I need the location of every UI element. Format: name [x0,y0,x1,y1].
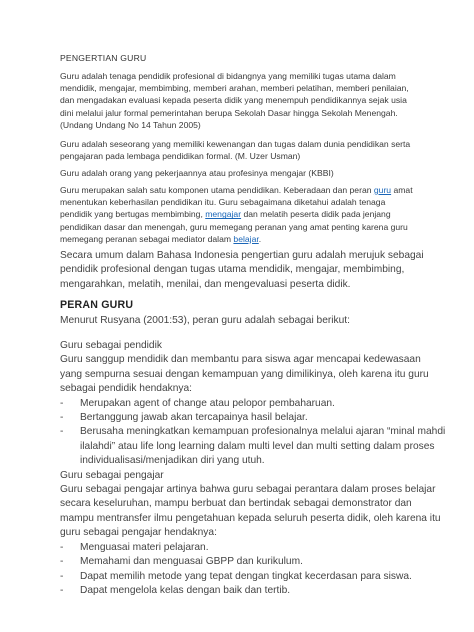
text-line [60,184,460,196]
text-line: yang sempurna sesuai dengan kemampuan yang dimilikinya, oleh karena itu guru [60,368,429,380]
text-line: Menurut Rusyana (2001:53), peran guru adalah sebagai berikut: [60,315,350,326]
bullet-dash: - [60,541,64,553]
paragraph-komponen-utama [60,184,460,245]
text-span: pendidik yang bertugas membimbing, [60,209,206,220]
text-line: dan mengadakan evaluasi kepada peserta didik yang menempuh pendidikannya sejak usia [60,95,407,106]
text-line [60,208,460,220]
text-line: guru sebagai pengajar hendaknya: [60,527,217,539]
text-line: Guru sebagai pengajar artinya bahwa guru sebagai perantara dalam proses belajar [60,484,436,496]
text-line: dini melalui jalur formal pemerintahan berupa Sekolah Dasar hingga Sekolah Menengah. [60,107,398,118]
text-span: memegang peranan sebagai mediator dalam [60,233,234,244]
list-item [60,584,460,598]
text-line: (Undang Undang No 14 Tahun 2005) [60,119,201,130]
list-item-text: Dapat mengelola kelas dengan baik dan tertib. [80,584,291,596]
list-item [60,555,460,569]
text-line: ilalahdi” atau life long learning dalam multi level dan multi setting dalam proses [80,440,435,452]
paragraph-uzer-usman [60,138,460,162]
list-item-text: Dapat memilih metode yang tepat dengan tingkat kecerdasan para siswa. [80,570,412,582]
link-mengajar[interactable]: mengajar [205,209,242,220]
list-item [60,411,460,425]
bullet-dash: - [60,412,64,424]
section-title-peran: PERAN GURU [60,299,134,311]
bullet-dash: - [60,584,64,596]
bullet-dash: - [60,426,64,438]
text-line: secara keseluruhan, mampu berbuat dan bertindak sebagai demonstrator dan [60,498,412,510]
bullet-dash: - [60,570,64,582]
text-line: pengajaran pada lembaga pendidikan formal. (M. Uzer Usman) [60,151,301,162]
text-line: Guru adalah orang yang pekerjaannya atau profesinya mengajar (KBBI) [60,168,334,178]
list-item-text: Bertanggung jawab akan tercapainya hasil belajar. [80,412,308,424]
link-belajar[interactable]: belajar [233,233,259,244]
text-line [60,233,460,245]
paragraph-rusyana [60,314,460,328]
list-item [60,397,460,411]
list-item-text: Berusaha meningkatkan kemampuan profesionalnya melalui ajaran “minal mahdi [80,426,446,438]
text-line: sebagai pendidik hendaknya: [60,383,192,395]
text-line: mampu mentransfer ilmu pengetahuan kepada seluruh peserta didik, oleh karena itu [60,512,441,524]
text-span: dan melatih peserta didik pada jenjang [241,209,391,220]
list-item-text: Menguasai materi pelajaran. [80,541,209,553]
paragraph-secara-umum [60,249,460,292]
subheading: Guru sebagai pengajar [60,469,164,481]
text-line: mendidik, mengajar, membimbing, memberi arahan, memberi pelatihan, memberi penilaian, [60,83,409,94]
list-item [60,425,460,439]
text-span: Guru merupakan salah satu komponen utama pendidikan. Keberadaan dan peran [60,185,374,195]
text-span: . [258,233,262,244]
section-title-pengertian: PENGERTIAN GURU [60,53,147,63]
list-item [60,541,460,555]
text-line: Secara umum dalam Bahasa Indonesia pengertian guru adalah merujuk sebagai [60,250,424,261]
subheading: Guru sebagai pendidik [60,340,162,351]
bullet-dash: - [60,397,64,409]
list-item [60,570,460,584]
text-span: amat [391,185,413,195]
text-line: mengarahkan, melatih, menilai, dan mengevaluasi peserta didik. [60,278,351,290]
paragraph-kbbi [60,167,460,179]
list-item-text: Memahami dan menguasai GBPP dan kurikulum. [80,556,303,568]
text-line: Guru sanggup mendidik dan membantu para siswa agar mencapai kedewasaan [60,354,421,366]
bullet-dash: - [60,556,64,568]
link-guru[interactable]: guru [373,185,392,195]
text-line: pendidik profesional dengan tugas utama mendidik, mengajar, membimbing, [60,264,405,276]
text-line: individualisasi/menjadikan diri yang utuh. [80,455,265,467]
subsection-pendidik [60,339,460,598]
list-item-text: Merupakan agent of change atau pelopor pembaharuan. [80,397,335,409]
paragraph-undang-undang [60,70,460,131]
text-line: pendidikan dasar dan menengah, guru memegang peranan yang amat penting karena guru [60,221,408,232]
text-line: menentukan keberhasilan pendidikan itu. Guru sebagaimana diketahui adalah tenaga [60,197,386,208]
text-line: Guru adalah tenaga pendidik profesional di bidangnya yang memiliki tugas utama dalam [60,71,396,81]
text-line: Guru adalah seseorang yang memiliki kewenangan dan tugas dalam dunia pendidikan serta [60,139,411,149]
